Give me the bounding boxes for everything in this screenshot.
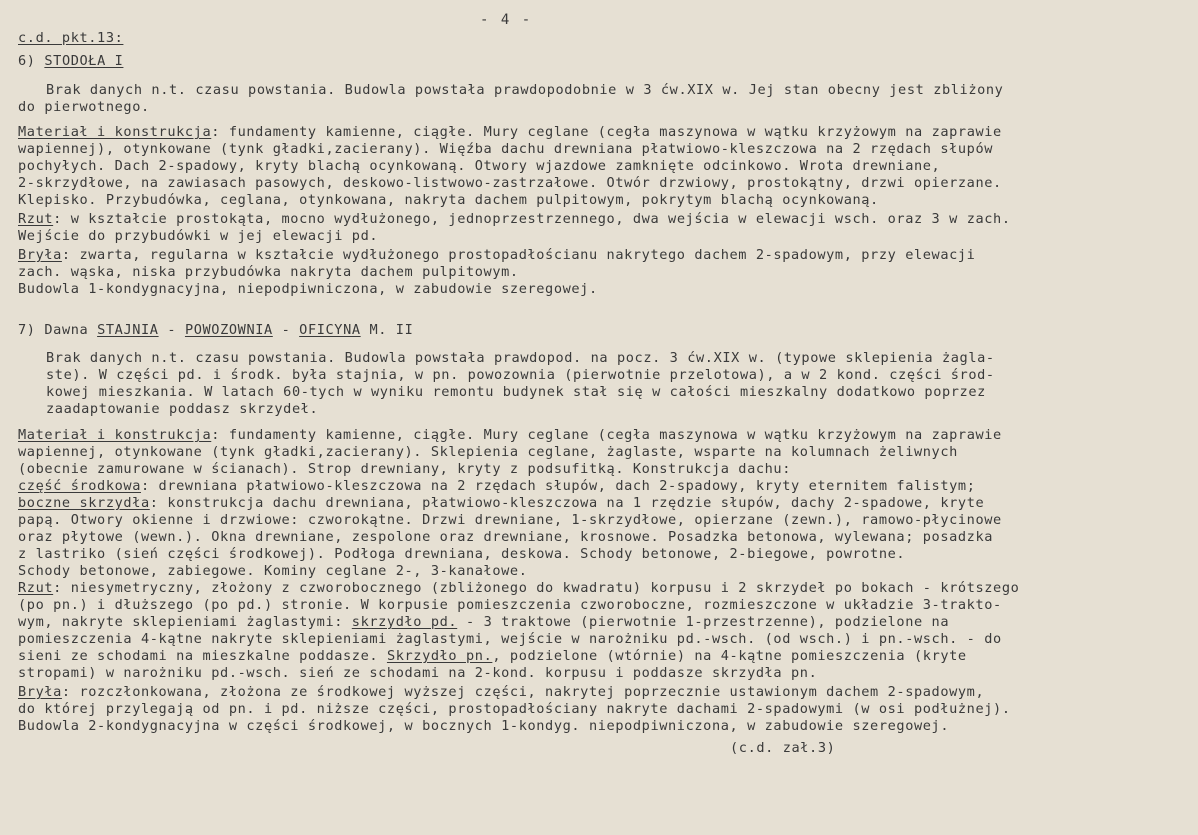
section7-rzut-line	[18, 580, 1019, 597]
czesc-srodkowa-label: część środkowa	[18, 478, 141, 494]
material-label: Materiał i konstrukcja	[18, 124, 212, 140]
section6-material-line: 2-skrzydłowe, na zawiasach pasowych, deskowo-listwowo-zastrzałowe. Otwór drzwiowy, prostokątny, drzwi opierzane.	[18, 175, 1002, 191]
section7-bryla-line	[18, 684, 984, 701]
section6-material-line	[18, 124, 1002, 141]
section7-rzut-line: pomieszczenia 4-kątne nakryte sklepieniami żaglastymi, wejście w narożniku pd.-wsch. (od wsch.) i pn.-wsch. - do	[18, 631, 1002, 647]
rzut-text: - 3 traktowe (pierwotnie 1-przestrzenne), podzielone na	[457, 614, 950, 630]
skrzydlo-pn-label: Skrzydło pn.	[386, 648, 493, 664]
section7-boczne-line: papą. Otwory okienne i drzwiowe: czworokątne. Drzwi drewniane, 1-skrzydłowe, opierzane (zewn.), ramowo-płycinowe	[18, 512, 1002, 528]
section7-boczne-line: Schody betonowe, zabiegowe. Kominy ceglane 2-, 3-kanałowe.	[18, 563, 528, 579]
skrzydlo-pd-label: skrzydło pd.	[351, 614, 458, 630]
section6-material-line: Klepisko. Przybudówka, ceglana, otynkowana, nakryta dachem pulpitowym, pokrytym blachą ocynkowaną.	[18, 192, 879, 208]
section7-title-oficyna: OFICYNA	[299, 322, 361, 338]
section6-title: STODOŁA I	[44, 53, 124, 69]
section6-material-line: pochyłych. Dach 2-spadowy, kryty blachą ocynkowaną. Otwory wjazdowe zamknięte odcinkowo. Wrota drewniane,	[18, 158, 941, 174]
boczne-text: : konstrukcja dachu drewniana, płatwiowo-kleszczowa na 1 rzędzie słupów, dachy 2-spadowe, kryte	[149, 495, 985, 511]
section7-rzut-line: (po pn.) i dłuższego (po pd.) stronie. W korpusie pomieszczenia czworoboczne, rozmieszczone w układzie 3-trakto-	[18, 597, 1002, 613]
rzut-text: : niesymetryczny, złożony z czworobocznego (zbliżonego do kwadratu) korpusu i 2 skrzydeł po bokach - krótszego	[53, 580, 1020, 596]
rzut-label: Rzut	[18, 211, 54, 227]
section7-intro-line: kowej mieszkania. W latach 60-tych w wyniku remontu budynek stał się w całości mieszkalny dodatkowo poprzez	[46, 384, 986, 400]
section6-bryla-line: Budowla 1-kondygnacyjna, niepodpiwniczona, w zabudowie szeregowej.	[18, 281, 598, 297]
section7-intro-line: ste). W części pd. i środk. była stajnia, w pn. powozownia (pierwotnie przelotowa), a w 2 kond. części środ-	[46, 367, 995, 383]
title-separator: -	[272, 322, 300, 338]
continuation-header: c.d. pkt.13:	[18, 30, 124, 46]
rzut-text: sieni ze schodami na mieszkalne poddasze.	[18, 648, 387, 664]
material-text: : fundamenty kamienne, ciągłe. Mury ceglane (cegła maszynowa w wątku krzyżowym na zaprawie	[211, 124, 1002, 140]
material-text: : fundamenty kamienne, ciągłe. Mury ceglane (cegła maszynowa w wątku krzyżowym na zaprawie	[211, 427, 1002, 443]
section7-number: 7)	[18, 322, 36, 338]
rzut-text: wym, nakryte sklepieniami żaglastymi:	[18, 614, 352, 630]
page-number: - 4 -	[480, 12, 533, 28]
section6-intro-line: do pierwotnego.	[18, 99, 150, 115]
title-separator: -	[158, 322, 185, 338]
bryla-text: : zwarta, regularna w kształcie wydłużonego prostopadłościanu nakrytego dachem 2-spadowym, przy elewacji	[61, 247, 976, 263]
bryla-text: : rozczłonkowana, złożona ze środkowej wyższej części, nakrytej poprzecznie ustawionym dachem 2-spadowym,	[61, 684, 985, 700]
rzut-text: , podzielone (wtórnie) na 4-kątne pomieszczenia (kryte	[492, 648, 967, 664]
bryla-label: Bryła	[18, 684, 62, 700]
section7-suffix: M. II	[369, 322, 414, 338]
section7-rzut-line: stropami) w narożniku pd.-wsch. sień ze schodami na 2-kond. korpusu i poddasze skrzydła pn.	[18, 665, 818, 681]
section7-intro-line: zaadaptowanie poddasz skrzydeł.	[46, 401, 319, 417]
section7-rzut-line	[18, 648, 967, 665]
section6-rzut-line	[18, 211, 1011, 228]
section7-czesc-line	[18, 478, 975, 495]
czesc-text: : drewniana płatwiowo-kleszczowa na 2 rzędach słupów, dach 2-spadowy, kryty eternitem falistym;	[140, 478, 976, 494]
section6-intro-line: Brak danych n.t. czasu powstania. Budowla powstała prawdopodobnie w 3 ćw.XIX w. Jej stan obecny jest zbliżony	[46, 82, 1004, 98]
section7-boczne-line: z lastriko (sień części środkowej). Podłoga drewniana, deskowa. Schody betonowe, 2-biegowe, powrotne.	[18, 546, 906, 562]
section7-material-line	[18, 427, 1002, 444]
section6-number: 6)	[18, 53, 36, 69]
rzut-text: : w kształcie prostokąta, mocno wydłużonego, jednoprzestrzennego, dwa wejścia w elewacji wsch. oraz 3 w zach.	[53, 211, 1011, 227]
bryla-label: Bryła	[18, 247, 62, 263]
section6-bryla-line: zach. wąska, niska przybudówka nakryta dachem pulpitowym.	[18, 264, 519, 280]
section6-material-line: wapiennej), otynkowane (tynk gładki,zacierany). Więźba dachu drewniana płatwiowo-kleszczowa na 2 rzędach słupów	[18, 141, 994, 157]
section7-material-line: wapiennej, otynkowane (tynk gładki,zacierany). Sklepienia ceglane, żaglaste, wsparte na kolumnach żeliwnych	[18, 444, 958, 460]
section7-heading	[18, 322, 413, 339]
material-label: Materiał i konstrukcja	[18, 427, 212, 443]
section7-prefix: Dawna	[44, 322, 89, 338]
section7-material-line: (obecnie zamurowane w ścianach). Strop drewniany, kryty z podsufitką. Konstrukcja dachu:	[18, 461, 792, 477]
section7-bryla-line: do której przylegają od pn. i pd. niższe części, prostopadłościany nakryte dachami 2-spadowymi (w osi podłużnej).	[18, 701, 1011, 717]
boczne-skrzydla-label: boczne skrzydła	[18, 495, 150, 511]
section7-boczne-line	[18, 495, 984, 512]
section7-intro-line: Brak danych n.t. czasu powstania. Budowla powstała prawdopod. na pocz. 3 ćw.XIX w. (typowe sklepienia żagla-	[46, 350, 995, 366]
rzut-label: Rzut	[18, 580, 54, 596]
section7-title-stajnia: STAJNIA	[97, 322, 159, 338]
section7-boczne-line: oraz płytowe (wewn.). Okna drewniane, zespolone oraz drewniane, krosnowe. Posadzka betonowa, wylewana; posadzka	[18, 529, 994, 545]
section7-rzut-line	[18, 614, 949, 631]
section7-bryla-line: Budowla 2-kondygnacyjna w części środkowej, w bocznych 1-kondyg. niepodpiwniczona, w zabudowie szeregowej.	[18, 718, 950, 734]
section6-bryla-line	[18, 247, 975, 264]
section7-title-powozownia: POWOZOWNIA	[184, 322, 273, 338]
continuation-footer: (c.d. zał.3)	[730, 740, 836, 756]
section6-rzut-line: Wejście do przybudówki w jej elewacji pd.	[18, 228, 379, 244]
section6-heading	[18, 53, 123, 70]
